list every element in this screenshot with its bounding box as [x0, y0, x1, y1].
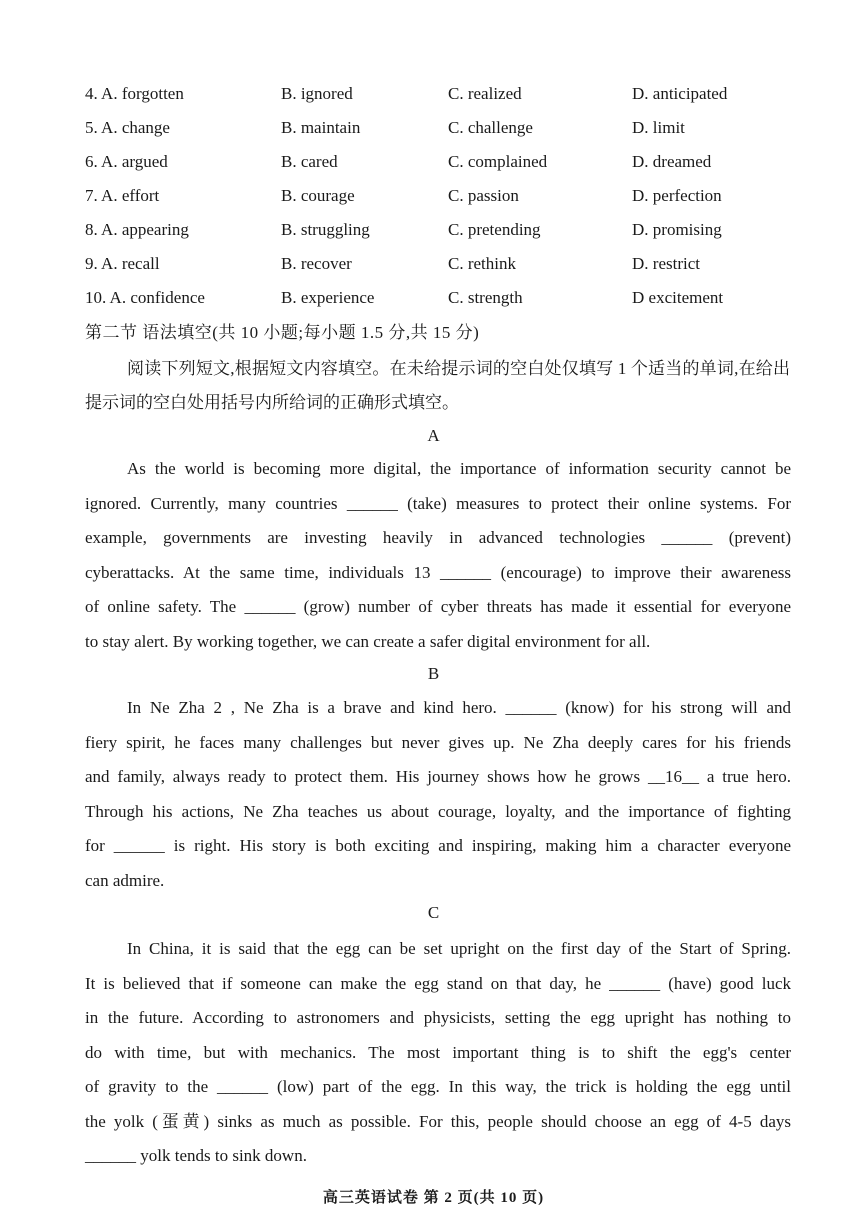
option-b: B. experience [281, 288, 375, 307]
passage-line: cyberattacks. At the same time, individuals 13 ______ (encourage) to improve their awareness [85, 562, 791, 582]
option-d: D. dreamed [632, 152, 712, 171]
option-c: C. pretending [448, 220, 541, 239]
option-c: C. rethink [448, 254, 516, 273]
option-d: D. perfection [632, 186, 722, 205]
option-row [0, 118, 867, 148]
passage-line: to stay alert. By working together, we can create a safer digital environment for all. [85, 631, 651, 651]
option-row [0, 186, 867, 216]
passage-line: of online safety. The ______ (grow) number of cyber threats has made it essential for everyone [85, 597, 791, 616]
option-a: 10. A. confidence [85, 288, 205, 307]
passage-line: ignored. Currently, many countries ______ (take) measures to protect their online systems. For [85, 493, 791, 513]
option-d: D. promising [632, 220, 722, 239]
option-a: 8. A. appearing [85, 220, 189, 239]
passage-line: In China, it is said that the egg can be set upright on the first day of the Start of Spring. [127, 939, 791, 958]
passage-label: A [427, 426, 440, 445]
option-b: B. recover [281, 254, 352, 273]
option-a: 4. A. forgotten [85, 84, 184, 103]
option-a: 5. A. change [85, 118, 170, 137]
option-row [0, 288, 867, 318]
option-d: D excitement [632, 288, 724, 307]
option-d: D. limit [632, 118, 685, 137]
passage-b [85, 691, 791, 898]
option-row [0, 220, 867, 250]
passage-line: the yolk (蛋黄) sinks as much as possible. For this, people should choose an egg of 4-5 days [85, 1111, 791, 1131]
option-c: C. passion [448, 186, 519, 205]
option-c: C. strength [448, 288, 523, 307]
page-footer: 高三英语试卷 第 2 页(共 10 页) [322, 1190, 545, 1206]
option-b: B. cared [281, 152, 338, 171]
passage-c [85, 932, 791, 1174]
option-row [0, 84, 867, 114]
passage-line: example, governments are investing heavily in advanced technologies ______ (prevent) [85, 528, 791, 547]
passage-line: do with time, but with mechanics. The most important thing is to shift the egg's center [85, 1042, 791, 1062]
option-b: B. struggling [281, 220, 370, 239]
option-row [0, 152, 867, 182]
option-row [0, 254, 867, 284]
option-b: B. maintain [281, 118, 361, 137]
passage-line: in the future. According to astronomers and physicists, setting the egg upright has nothing to [85, 1008, 791, 1027]
passage-line: ______ yolk tends to sink down. [85, 1146, 307, 1165]
passage-label: B [427, 664, 440, 683]
option-d: D. restrict [632, 254, 700, 273]
option-b: B. courage [281, 186, 355, 205]
option-c: C. complained [448, 152, 548, 171]
option-d: D. anticipated [632, 84, 728, 103]
option-c: C. challenge [448, 118, 533, 137]
option-a: 9. A. recall [85, 254, 160, 273]
option-a: 7. A. effort [85, 186, 160, 205]
passage-line: can admire. [85, 870, 165, 890]
passage-line: and family, always ready to protect them. His journey shows how he grows __16__ a true hero. [85, 767, 791, 786]
passage-a [85, 452, 791, 659]
passage-line: for ______ is right. His story is both exciting and inspiring, making him a character everyone [85, 836, 791, 855]
passage-line: In Ne Zha 2 , Ne Zha is a brave and kind hero. ______ (know) for his strong will and [127, 698, 791, 717]
section-title: 第二节 语法填空(共 10 小题;每小题 1.5 分,共 15 分) [85, 323, 480, 342]
section-instruction: 阅读下列短文,根据短文内容填空。在未给提示词的空白处仅填写 1 个适当的单词,在给出提示词的空白处用括号内所给词的正确形式填空。 [85, 359, 790, 412]
option-c: C. realized [448, 84, 522, 103]
passage-label: C [427, 903, 440, 922]
passage-line: Through his actions, Ne Zha teaches us about courage, loyalty, and the importance of fighting [85, 801, 791, 821]
passage-line: As the world is becoming more digital, the importance of information security cannot be [127, 459, 791, 478]
passage-line: of gravity to the ______ (low) part of the egg. In this way, the trick is holding the egg until [85, 1077, 791, 1096]
option-a: 6. A. argued [85, 152, 168, 171]
option-b: B. ignored [281, 84, 353, 103]
passage-line: It is believed that if someone can make the egg stand on that day, he ______ (have) good luck [85, 973, 791, 993]
passage-line: fiery spirit, he faces many challenges but never gives up. Ne Zha deeply cares for his friends [85, 732, 791, 752]
